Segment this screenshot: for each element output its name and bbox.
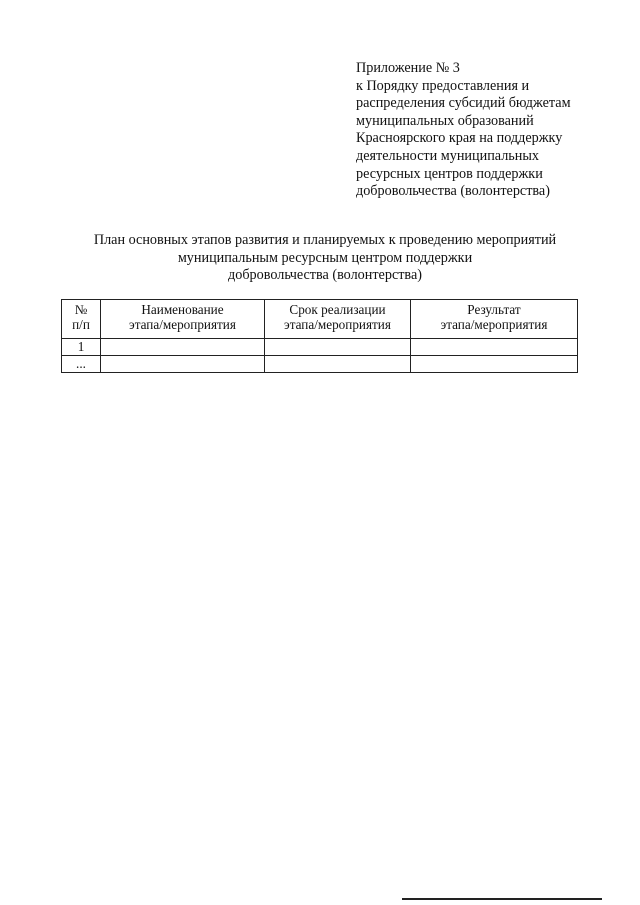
table-cell <box>265 339 411 356</box>
table-cell <box>101 339 265 356</box>
header-text: Результат <box>467 302 521 317</box>
table-cell <box>411 356 578 373</box>
footer-rule <box>402 898 602 900</box>
appendix-block <box>356 60 626 201</box>
appendix-line: распределения субсидий бюджетам <box>356 95 571 112</box>
table-cell: 1 <box>62 339 101 356</box>
plan-table <box>61 299 578 373</box>
appendix-line: ресурсных центров поддержки <box>356 165 543 182</box>
header-text: этапа/мероприятия <box>440 317 548 332</box>
table-cell <box>411 339 578 356</box>
table-cell <box>265 356 411 373</box>
appendix-line: к Порядку предоставления и <box>356 77 530 94</box>
title-line: добровольчества (волонтерства) <box>228 267 422 283</box>
column-header-name <box>101 300 265 339</box>
column-header-term <box>265 300 411 339</box>
header-text: № <box>74 302 88 317</box>
table-row <box>62 339 578 356</box>
header-text: этапа/мероприятия <box>284 317 391 332</box>
appendix-line: Красноярского края на поддержку <box>356 130 563 147</box>
appendix-line: Приложение № 3 <box>356 60 460 76</box>
document-title <box>60 232 590 285</box>
appendix-line: деятельности муниципальных <box>356 147 539 164</box>
header-text: п/п <box>72 317 90 332</box>
table-row <box>62 356 578 373</box>
header-text: Наименование <box>141 302 224 317</box>
table-cell: ... <box>62 356 101 373</box>
title-line: План основных этапов развития и планируемых к проведению мероприятий <box>93 232 557 248</box>
column-header-number <box>62 300 101 339</box>
header-text: этапа/мероприятия <box>129 317 236 332</box>
appendix-line: муниципальных образований <box>356 112 534 129</box>
title-line: муниципальным ресурсным центром поддержки <box>177 249 473 266</box>
header-text: Срок реализации <box>289 302 386 317</box>
column-header-result <box>411 300 578 339</box>
appendix-line: добровольчества (волонтерства) <box>356 183 550 200</box>
table-cell <box>101 356 265 373</box>
table-header-row <box>62 300 578 339</box>
